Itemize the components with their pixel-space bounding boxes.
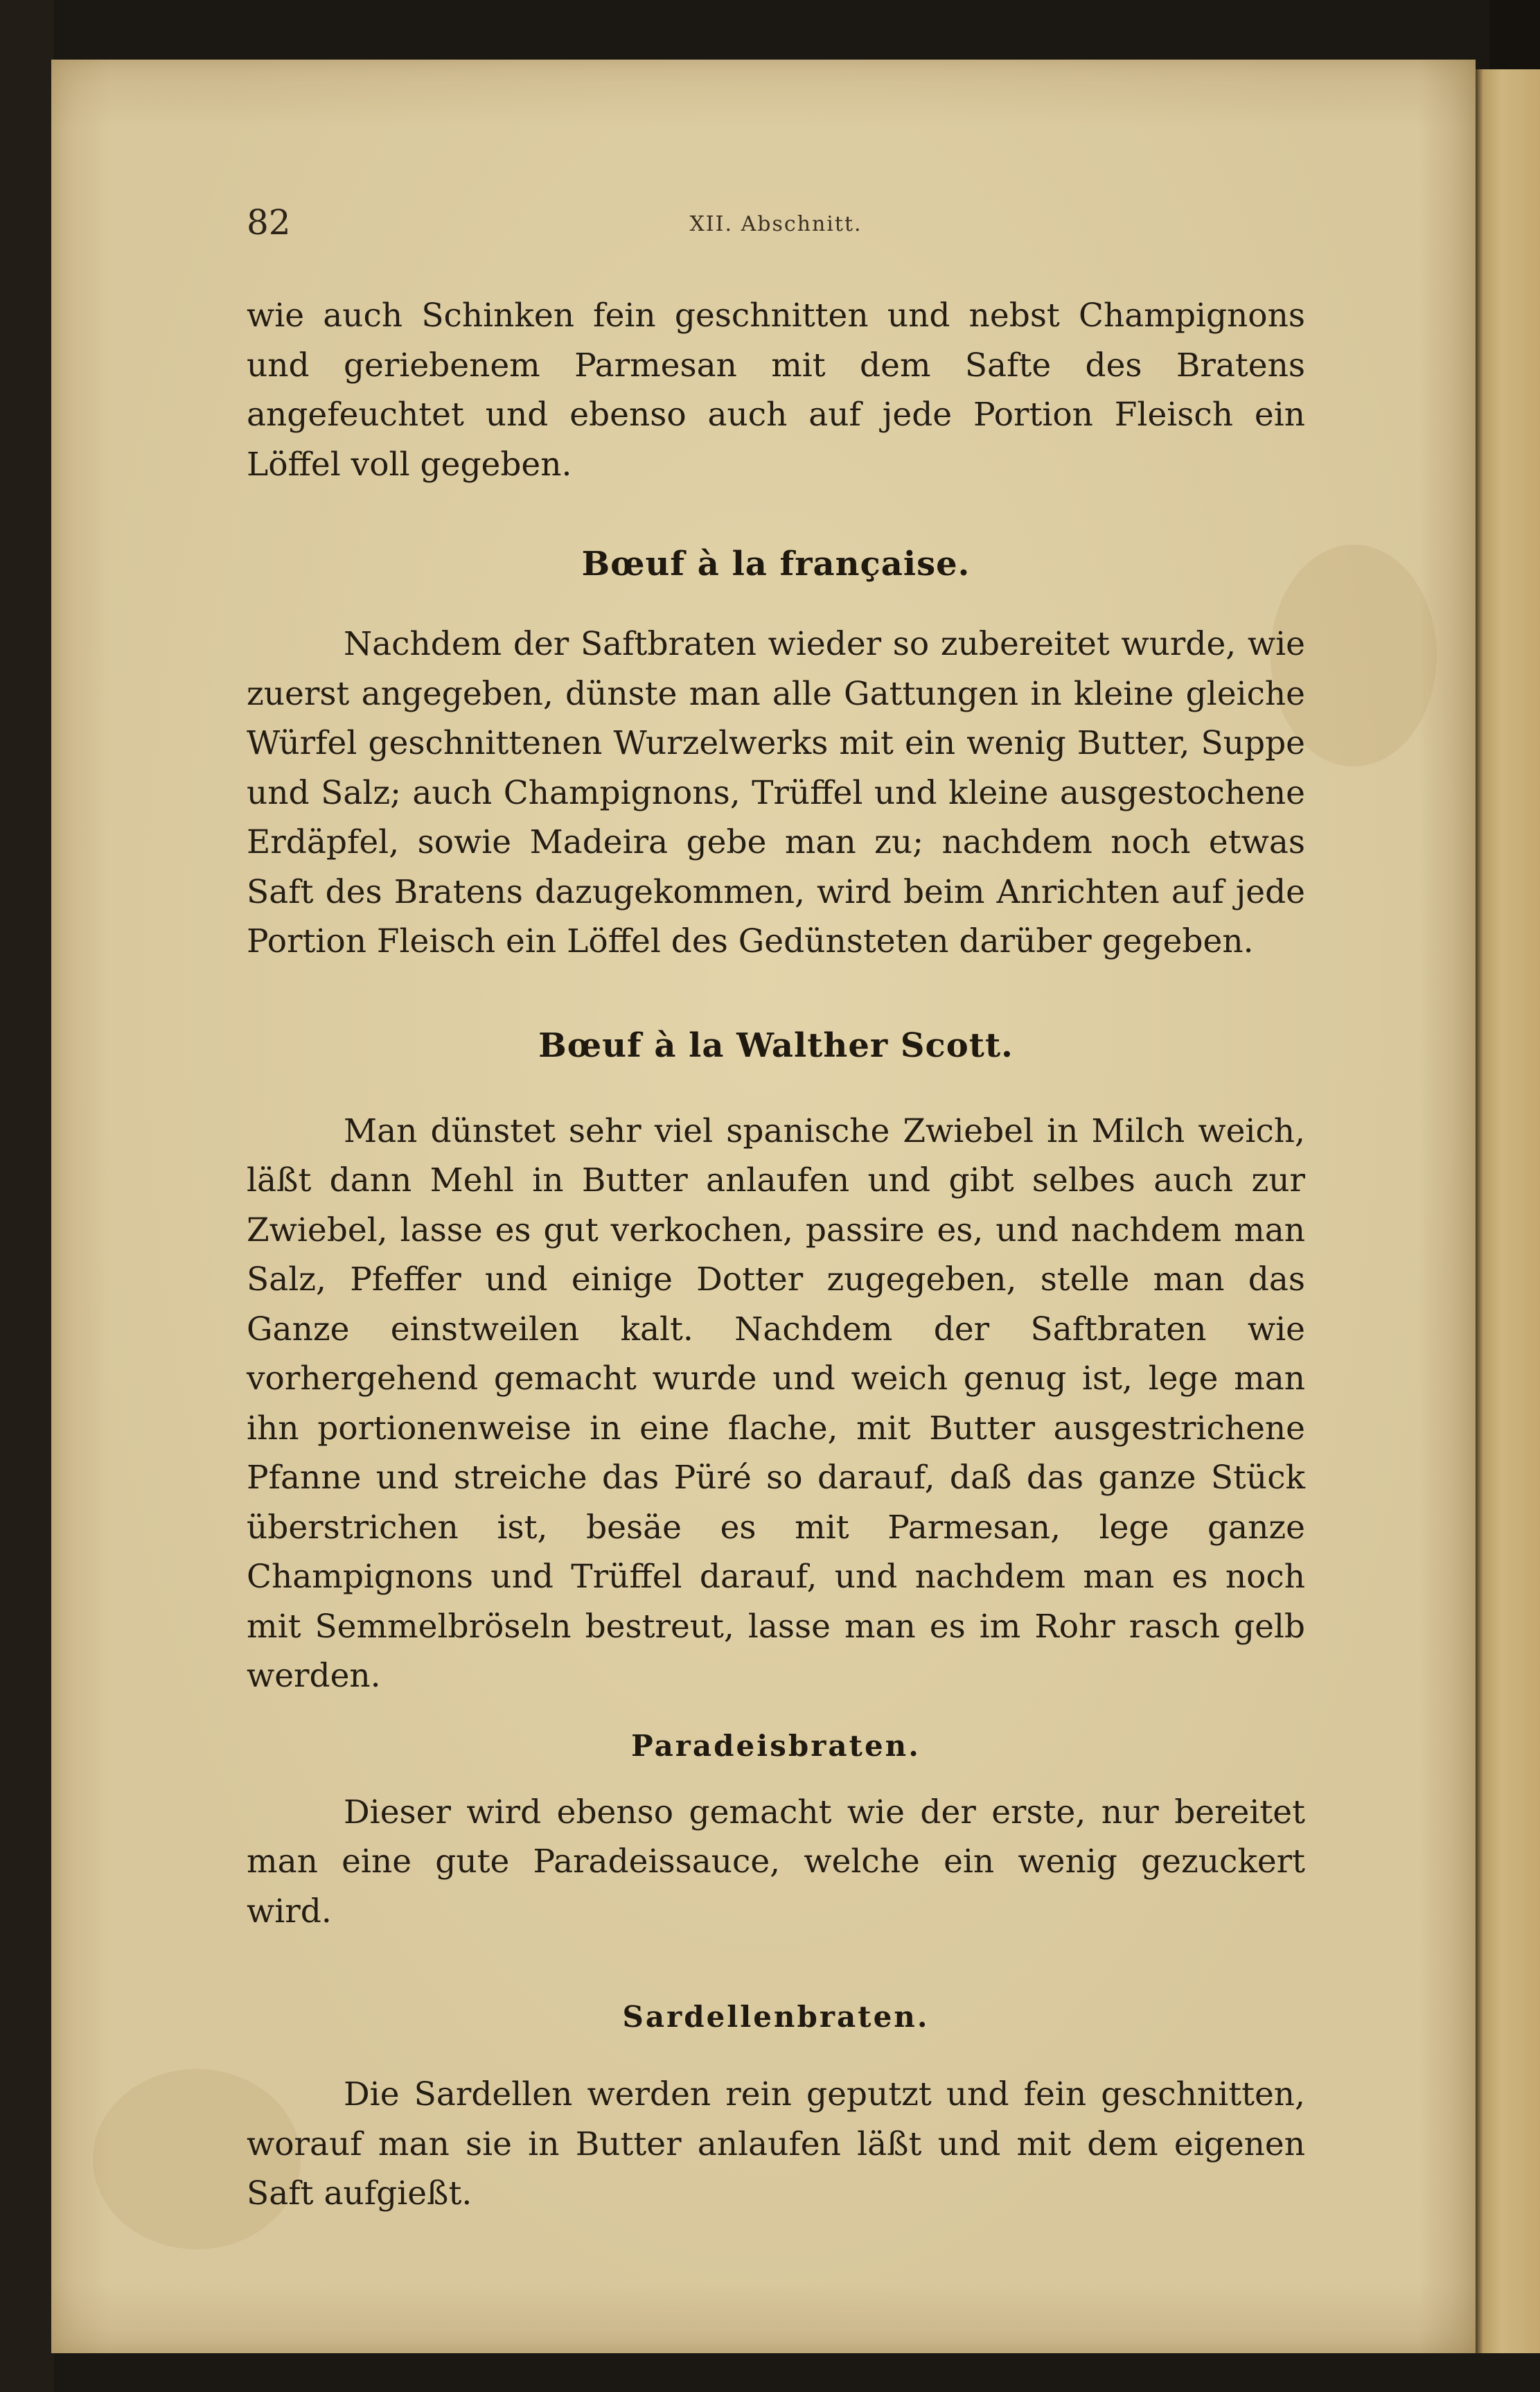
recipe-heading-boeuf-francaise: Bœuf à la française. xyxy=(581,545,971,583)
page-number: 82 xyxy=(247,202,291,243)
paragraph-boeuf-francaise: Nachdem der Saftbraten wieder so zubereitet wurde, wie zuerst angegeben, dünste man alle Gattungen in kleine gleiche Würfel geschnittenen Wurzelwerks mit ein wenig Butter, Suppe und Salz; auch Champignons, Trüffel und kleine ausgestochene Erdäpfel, sowie Madeira gebe man zu; nachdem noch etwas Saft des Bratens dazugekommen, wird beim Anrichten auf jede Portion Fleisch ein Löffel des Gedünsteten darüber gegeben. xyxy=(247,625,1305,960)
paragraph-continued: wie auch Schinken fein geschnitten und nebst Champignons und geriebenem Parmesan mit dem Safte des Bratens angefeuchtet und ebenso auch auf jede Portion Fleisch ein Löffel voll gegeben. xyxy=(247,297,1305,484)
page-body xyxy=(247,291,1305,2219)
paragraph-boeuf-walther-scott: Man dünstet sehr viel spanische Zwiebel in Milch weich, läßt dann Mehl in Butter anlaufen und gibt selbes auch zur Zwiebel, lasse es gut verkochen, passire es, und nachdem man Salz, Pfeffer und einige Dotter zugegeben, stelle man das Ganze einstweilen kalt. Nachdem der Saftbraten wie vorhergehend gemacht wurde und weich genug ist, lege man ihn portionenweise in eine flache, mit Butter ausgestrichene Pfanne und streiche das Püré so darauf, daß das ganze Stück überstrichen ist, besäe es mit Parmesan, lege ganze Champignons und Trüffel darauf, und nachdem man es noch mit Semmelbröseln bestreut, lasse man es im Rohr rasch gelb werden. xyxy=(247,1111,1305,1695)
recipe-heading-sardellenbraten: Sardellenbraten. xyxy=(622,2000,930,2034)
running-header xyxy=(247,200,1305,248)
paragraph-paradeisbraten: Dieser wird ebenso gemacht wie der erste, nur bereitet man eine gute Paradeissauce, welche ein wenig gezuckert wird. xyxy=(247,1793,1305,1931)
recipe-heading-boeuf-walther-scott: Bœuf à la Walther Scott. xyxy=(538,1026,1014,1065)
next-page-edge xyxy=(1476,69,1540,2353)
paragraph-sardellenbraten: Die Sardellen werden rein geputzt und fein geschnitten, worauf man sie in Butter anlaufen läßt und mit dem eigenen Saft aufgießt. xyxy=(247,2075,1305,2213)
background-corner xyxy=(1489,0,1540,76)
recipe-heading-paradeisbraten: Paradeisbraten. xyxy=(631,1728,921,1763)
section-label: XII. Abschnitt. xyxy=(689,212,862,236)
binding-gutter xyxy=(0,0,54,2392)
